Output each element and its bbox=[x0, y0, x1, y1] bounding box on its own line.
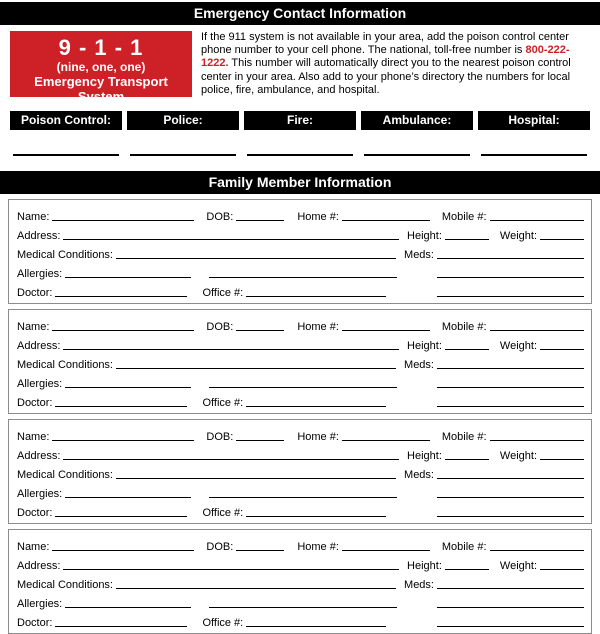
dob-label: DOB: bbox=[206, 211, 234, 224]
doctor-blank-line bbox=[55, 296, 187, 297]
member-row-medical bbox=[17, 353, 584, 372]
call-911-box bbox=[10, 31, 192, 104]
dob-label: DOB: bbox=[206, 541, 234, 554]
emergency-contact-blank-line bbox=[130, 154, 236, 156]
allergies-label: Allergies: bbox=[17, 598, 63, 611]
dob-blank-line bbox=[236, 220, 284, 221]
emergency-contact-blank-line bbox=[481, 154, 587, 156]
name-label: Name: bbox=[17, 211, 50, 224]
meds-blank-line bbox=[437, 478, 584, 479]
address-blank-line bbox=[63, 569, 399, 570]
member-row-address bbox=[17, 334, 584, 353]
member-row-name bbox=[17, 205, 584, 224]
weight-label: Weight: bbox=[499, 230, 537, 243]
mobile-phone-label: Mobile #: bbox=[441, 321, 487, 334]
weight-blank-line bbox=[540, 569, 584, 570]
dob-label: DOB: bbox=[206, 431, 234, 444]
intro-text-before: If the 911 system is not available in your area, add the poison control center phone number to your cell phone. The national, toll-free number is bbox=[201, 31, 569, 57]
mobile-phone-label: Mobile #: bbox=[441, 431, 487, 444]
allergies-blank-line bbox=[65, 497, 191, 498]
meds-blank-line-3 bbox=[437, 406, 584, 407]
doctor-blank-line bbox=[55, 406, 187, 407]
address-label: Address: bbox=[17, 340, 61, 353]
doctor-blank-line bbox=[55, 516, 187, 517]
home-phone-blank-line bbox=[342, 440, 430, 441]
weight-label: Weight: bbox=[499, 340, 537, 353]
dob-blank-line bbox=[236, 440, 284, 441]
member-row-address bbox=[17, 444, 584, 463]
mobile-phone-blank-line bbox=[490, 440, 584, 441]
height-blank-line bbox=[445, 569, 489, 570]
meds-blank-line-2 bbox=[437, 607, 584, 608]
address-label: Address: bbox=[17, 560, 61, 573]
meds-label: Meds: bbox=[404, 469, 434, 482]
member-row-allergies bbox=[17, 482, 584, 501]
family-member-block bbox=[8, 419, 592, 524]
mobile-phone-label: Mobile #: bbox=[441, 211, 487, 224]
doctor-label: Doctor: bbox=[17, 617, 53, 630]
allergies-blank-line-2 bbox=[209, 277, 397, 278]
height-blank-line bbox=[445, 239, 489, 240]
home-phone-label: Home #: bbox=[297, 211, 339, 224]
member-row-doctor bbox=[17, 281, 584, 300]
dob-blank-line bbox=[236, 330, 284, 331]
meds-blank-line-2 bbox=[437, 277, 584, 278]
office-phone-blank-line bbox=[246, 406, 386, 407]
intro-text-after: This number will automatically direct you to the nearest poison control center in your area. Also add to your phone’s directory the numbers for local police, fire, ambulance, and hospital. bbox=[201, 57, 571, 96]
height-blank-line bbox=[445, 349, 489, 350]
allergies-blank-line-2 bbox=[209, 607, 397, 608]
name-blank-line bbox=[52, 330, 194, 331]
name-label: Name: bbox=[17, 431, 50, 444]
doctor-label: Doctor: bbox=[17, 507, 53, 520]
address-label: Address: bbox=[17, 450, 61, 463]
intro-section bbox=[10, 31, 590, 104]
office-phone-label: Office #: bbox=[202, 617, 244, 630]
meds-label: Meds: bbox=[404, 359, 434, 372]
home-phone-label: Home #: bbox=[297, 321, 339, 334]
home-phone-blank-line bbox=[342, 220, 430, 221]
name-label: Name: bbox=[17, 321, 50, 334]
weight-blank-line bbox=[540, 459, 584, 460]
allergies-label: Allergies: bbox=[17, 378, 63, 391]
emergency-contact-label: Ambulance: bbox=[361, 111, 473, 130]
dob-blank-line bbox=[236, 550, 284, 551]
home-phone-blank-line bbox=[342, 330, 430, 331]
member-row-doctor bbox=[17, 611, 584, 630]
allergies-label: Allergies: bbox=[17, 488, 63, 501]
address-blank-line bbox=[63, 349, 399, 350]
meds-label: Meds: bbox=[404, 579, 434, 592]
allergies-blank-line bbox=[65, 277, 191, 278]
intro-paragraph bbox=[201, 31, 590, 97]
call-911-number: 9 - 1 - 1 bbox=[58, 35, 144, 60]
office-phone-blank-line bbox=[246, 296, 386, 297]
height-label: Height: bbox=[407, 230, 442, 243]
meds-blank-line-3 bbox=[437, 516, 584, 517]
member-row-name bbox=[17, 425, 584, 444]
family-member-blocks bbox=[0, 199, 600, 634]
medical-conditions-blank-line bbox=[116, 478, 396, 479]
emergency-contact-cell bbox=[361, 111, 473, 156]
office-phone-label: Office #: bbox=[202, 397, 244, 410]
address-blank-line bbox=[63, 459, 399, 460]
office-phone-label: Office #: bbox=[202, 287, 244, 300]
member-row-name bbox=[17, 535, 584, 554]
emergency-contact-cell bbox=[244, 111, 356, 156]
meds-blank-line-3 bbox=[437, 296, 584, 297]
medical-conditions-blank-line bbox=[116, 258, 396, 259]
meds-blank-line bbox=[437, 588, 584, 589]
office-phone-label: Office #: bbox=[202, 507, 244, 520]
home-phone-label: Home #: bbox=[297, 431, 339, 444]
emergency-contact-label: Hospital: bbox=[478, 111, 590, 130]
mobile-phone-blank-line bbox=[490, 550, 584, 551]
doctor-blank-line bbox=[55, 626, 187, 627]
member-row-medical bbox=[17, 573, 584, 592]
member-row-address bbox=[17, 554, 584, 573]
emergency-contact-header-bar: Emergency Contact Information bbox=[0, 2, 600, 25]
emergency-contact-blank-line bbox=[247, 154, 353, 156]
name-blank-line bbox=[52, 220, 194, 221]
height-label: Height: bbox=[407, 450, 442, 463]
emergency-contacts-row bbox=[10, 111, 590, 156]
allergies-label: Allergies: bbox=[17, 268, 63, 281]
meds-blank-line bbox=[437, 258, 584, 259]
medical-conditions-label: Medical Conditions: bbox=[17, 579, 113, 592]
mobile-phone-blank-line bbox=[490, 330, 584, 331]
emergency-contact-label: Fire: bbox=[244, 111, 356, 130]
member-row-allergies bbox=[17, 372, 584, 391]
member-row-allergies bbox=[17, 592, 584, 611]
dob-label: DOB: bbox=[206, 321, 234, 334]
meds-label: Meds: bbox=[404, 249, 434, 262]
weight-label: Weight: bbox=[499, 560, 537, 573]
emergency-contact-label: Police: bbox=[127, 111, 239, 130]
height-label: Height: bbox=[407, 340, 442, 353]
emergency-contact-cell bbox=[10, 111, 122, 156]
medical-conditions-label: Medical Conditions: bbox=[17, 359, 113, 372]
allergies-blank-line bbox=[65, 387, 191, 388]
height-blank-line bbox=[445, 459, 489, 460]
name-label: Name: bbox=[17, 541, 50, 554]
office-phone-blank-line bbox=[246, 516, 386, 517]
address-blank-line bbox=[63, 239, 399, 240]
allergies-blank-line-2 bbox=[209, 497, 397, 498]
office-phone-blank-line bbox=[246, 626, 386, 627]
allergies-blank-line bbox=[65, 607, 191, 608]
member-row-doctor bbox=[17, 501, 584, 520]
emergency-contact-cell bbox=[478, 111, 590, 156]
height-label: Height: bbox=[407, 560, 442, 573]
medical-conditions-label: Medical Conditions: bbox=[17, 249, 113, 262]
home-phone-label: Home #: bbox=[297, 541, 339, 554]
weight-blank-line bbox=[540, 349, 584, 350]
doctor-label: Doctor: bbox=[17, 397, 53, 410]
medical-conditions-label: Medical Conditions: bbox=[17, 469, 113, 482]
mobile-phone-blank-line bbox=[490, 220, 584, 221]
doctor-label: Doctor: bbox=[17, 287, 53, 300]
allergies-blank-line-2 bbox=[209, 387, 397, 388]
name-blank-line bbox=[52, 440, 194, 441]
family-member-header-bar: Family Member Information bbox=[0, 171, 600, 194]
member-row-medical bbox=[17, 243, 584, 262]
emergency-contact-cell bbox=[127, 111, 239, 156]
member-row-address bbox=[17, 224, 584, 243]
meds-blank-line-3 bbox=[437, 626, 584, 627]
weight-blank-line bbox=[540, 239, 584, 240]
emergency-contact-blank-line bbox=[13, 154, 119, 156]
family-member-block bbox=[8, 199, 592, 304]
member-row-allergies bbox=[17, 262, 584, 281]
mobile-phone-label: Mobile #: bbox=[441, 541, 487, 554]
call-911-caption: Emergency Transport System bbox=[34, 74, 168, 104]
poison-control-phone-number: 800-222-1222. bbox=[201, 44, 570, 70]
meds-blank-line-2 bbox=[437, 387, 584, 388]
name-blank-line bbox=[52, 550, 194, 551]
emergency-contact-label: Poison Control: bbox=[10, 111, 122, 130]
medical-conditions-blank-line bbox=[116, 368, 396, 369]
weight-label: Weight: bbox=[499, 450, 537, 463]
member-row-medical bbox=[17, 463, 584, 482]
meds-blank-line bbox=[437, 368, 584, 369]
family-member-block bbox=[8, 309, 592, 414]
meds-blank-line-2 bbox=[437, 497, 584, 498]
medical-conditions-blank-line bbox=[116, 588, 396, 589]
call-911-pronunciation: (nine, one, one) bbox=[56, 60, 146, 74]
emergency-contact-blank-line bbox=[364, 154, 470, 156]
home-phone-blank-line bbox=[342, 550, 430, 551]
member-row-name bbox=[17, 315, 584, 334]
member-row-doctor bbox=[17, 391, 584, 410]
family-member-block bbox=[8, 529, 592, 634]
address-label: Address: bbox=[17, 230, 61, 243]
